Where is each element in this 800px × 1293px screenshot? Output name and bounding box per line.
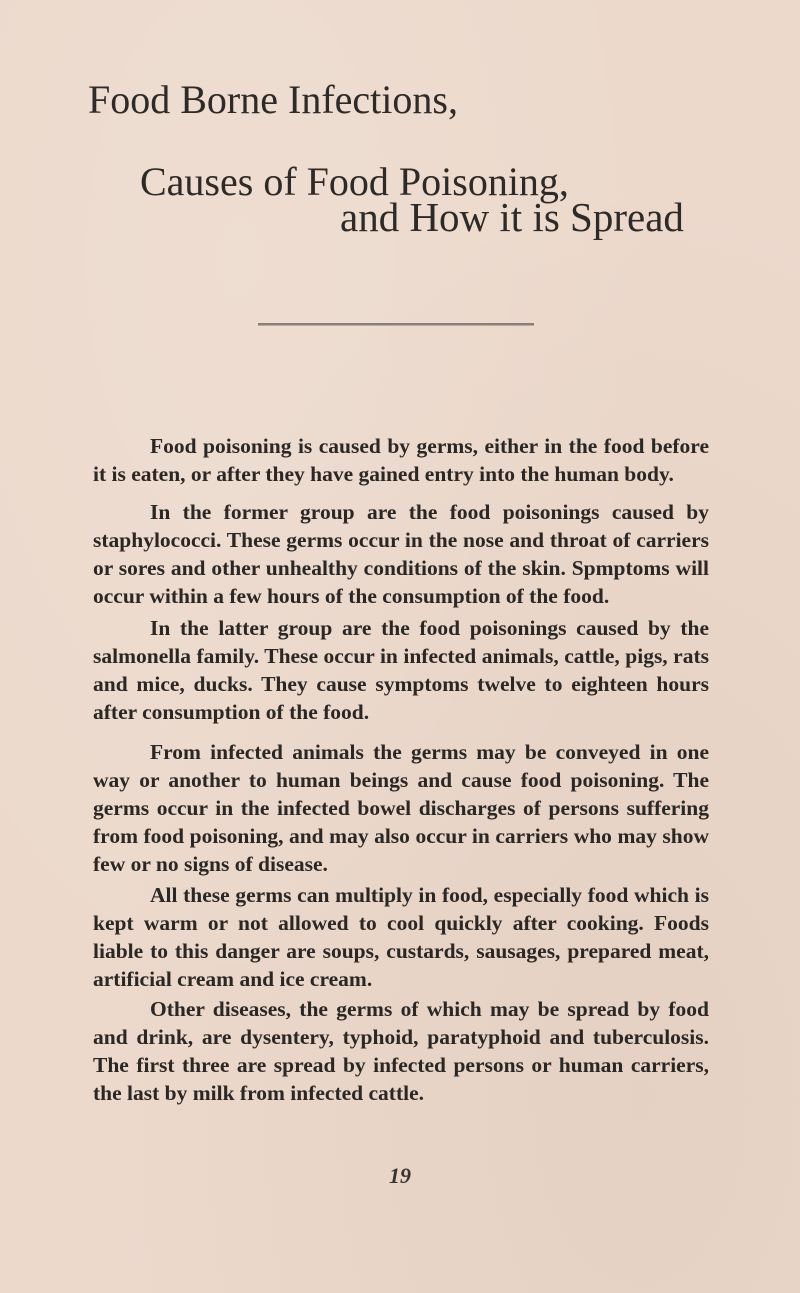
paragraph-multiplication: All these germs can multiply in food, especially food which is kept warm or not allowed to cool quickly after cooking. Foods liable to this danger are soups, custards, sausages, prepared meat, artificial cream and ice cream. <box>93 882 709 991</box>
paragraph-other-diseases: Other diseases, the germs of which may be spread by food and drink, are dysentery, typhoid, paratyphoid and tuberculosis. The first three are spread by infected persons or human carriers, the last by milk from infected cattle. <box>93 996 709 1105</box>
title-line-1: Food Borne Infections, <box>88 77 458 122</box>
page-number: 19 <box>389 1163 411 1188</box>
paragraph-intro: Food poisoning is caused by germs, either in the food before it is eaten, or after they have gained entry into the human body. <box>93 433 709 486</box>
title-divider <box>258 323 534 326</box>
paragraph-transmission: From infected animals the germs may be conveyed in one way or another to human beings and cause food poisoning. The germs occur in the infected bowel discharges of persons suffering from food poisoning, and may also occur in carriers who may show few or no signs of disease. <box>93 739 709 876</box>
title-line-2: Causes of Food Poisoning, <box>140 159 569 204</box>
title-line-3: and How it is Spread <box>340 194 684 240</box>
paragraph-staphylococci: In the former group are the food poisonings caused by staphylococci. These germs occur in the nose and throat of carriers or sores and other unhealthy conditions of the skin. Spmptoms will occur within a few hours of the consumption of the food. <box>93 499 709 608</box>
paragraph-salmonella: In the latter group are the food poisonings caused by the salmonella family. These occur in infected animals, cattle, pigs, rats and mice, ducks. They cause symptoms twelve to eighteen hours after consumption of the food. <box>93 615 709 724</box>
